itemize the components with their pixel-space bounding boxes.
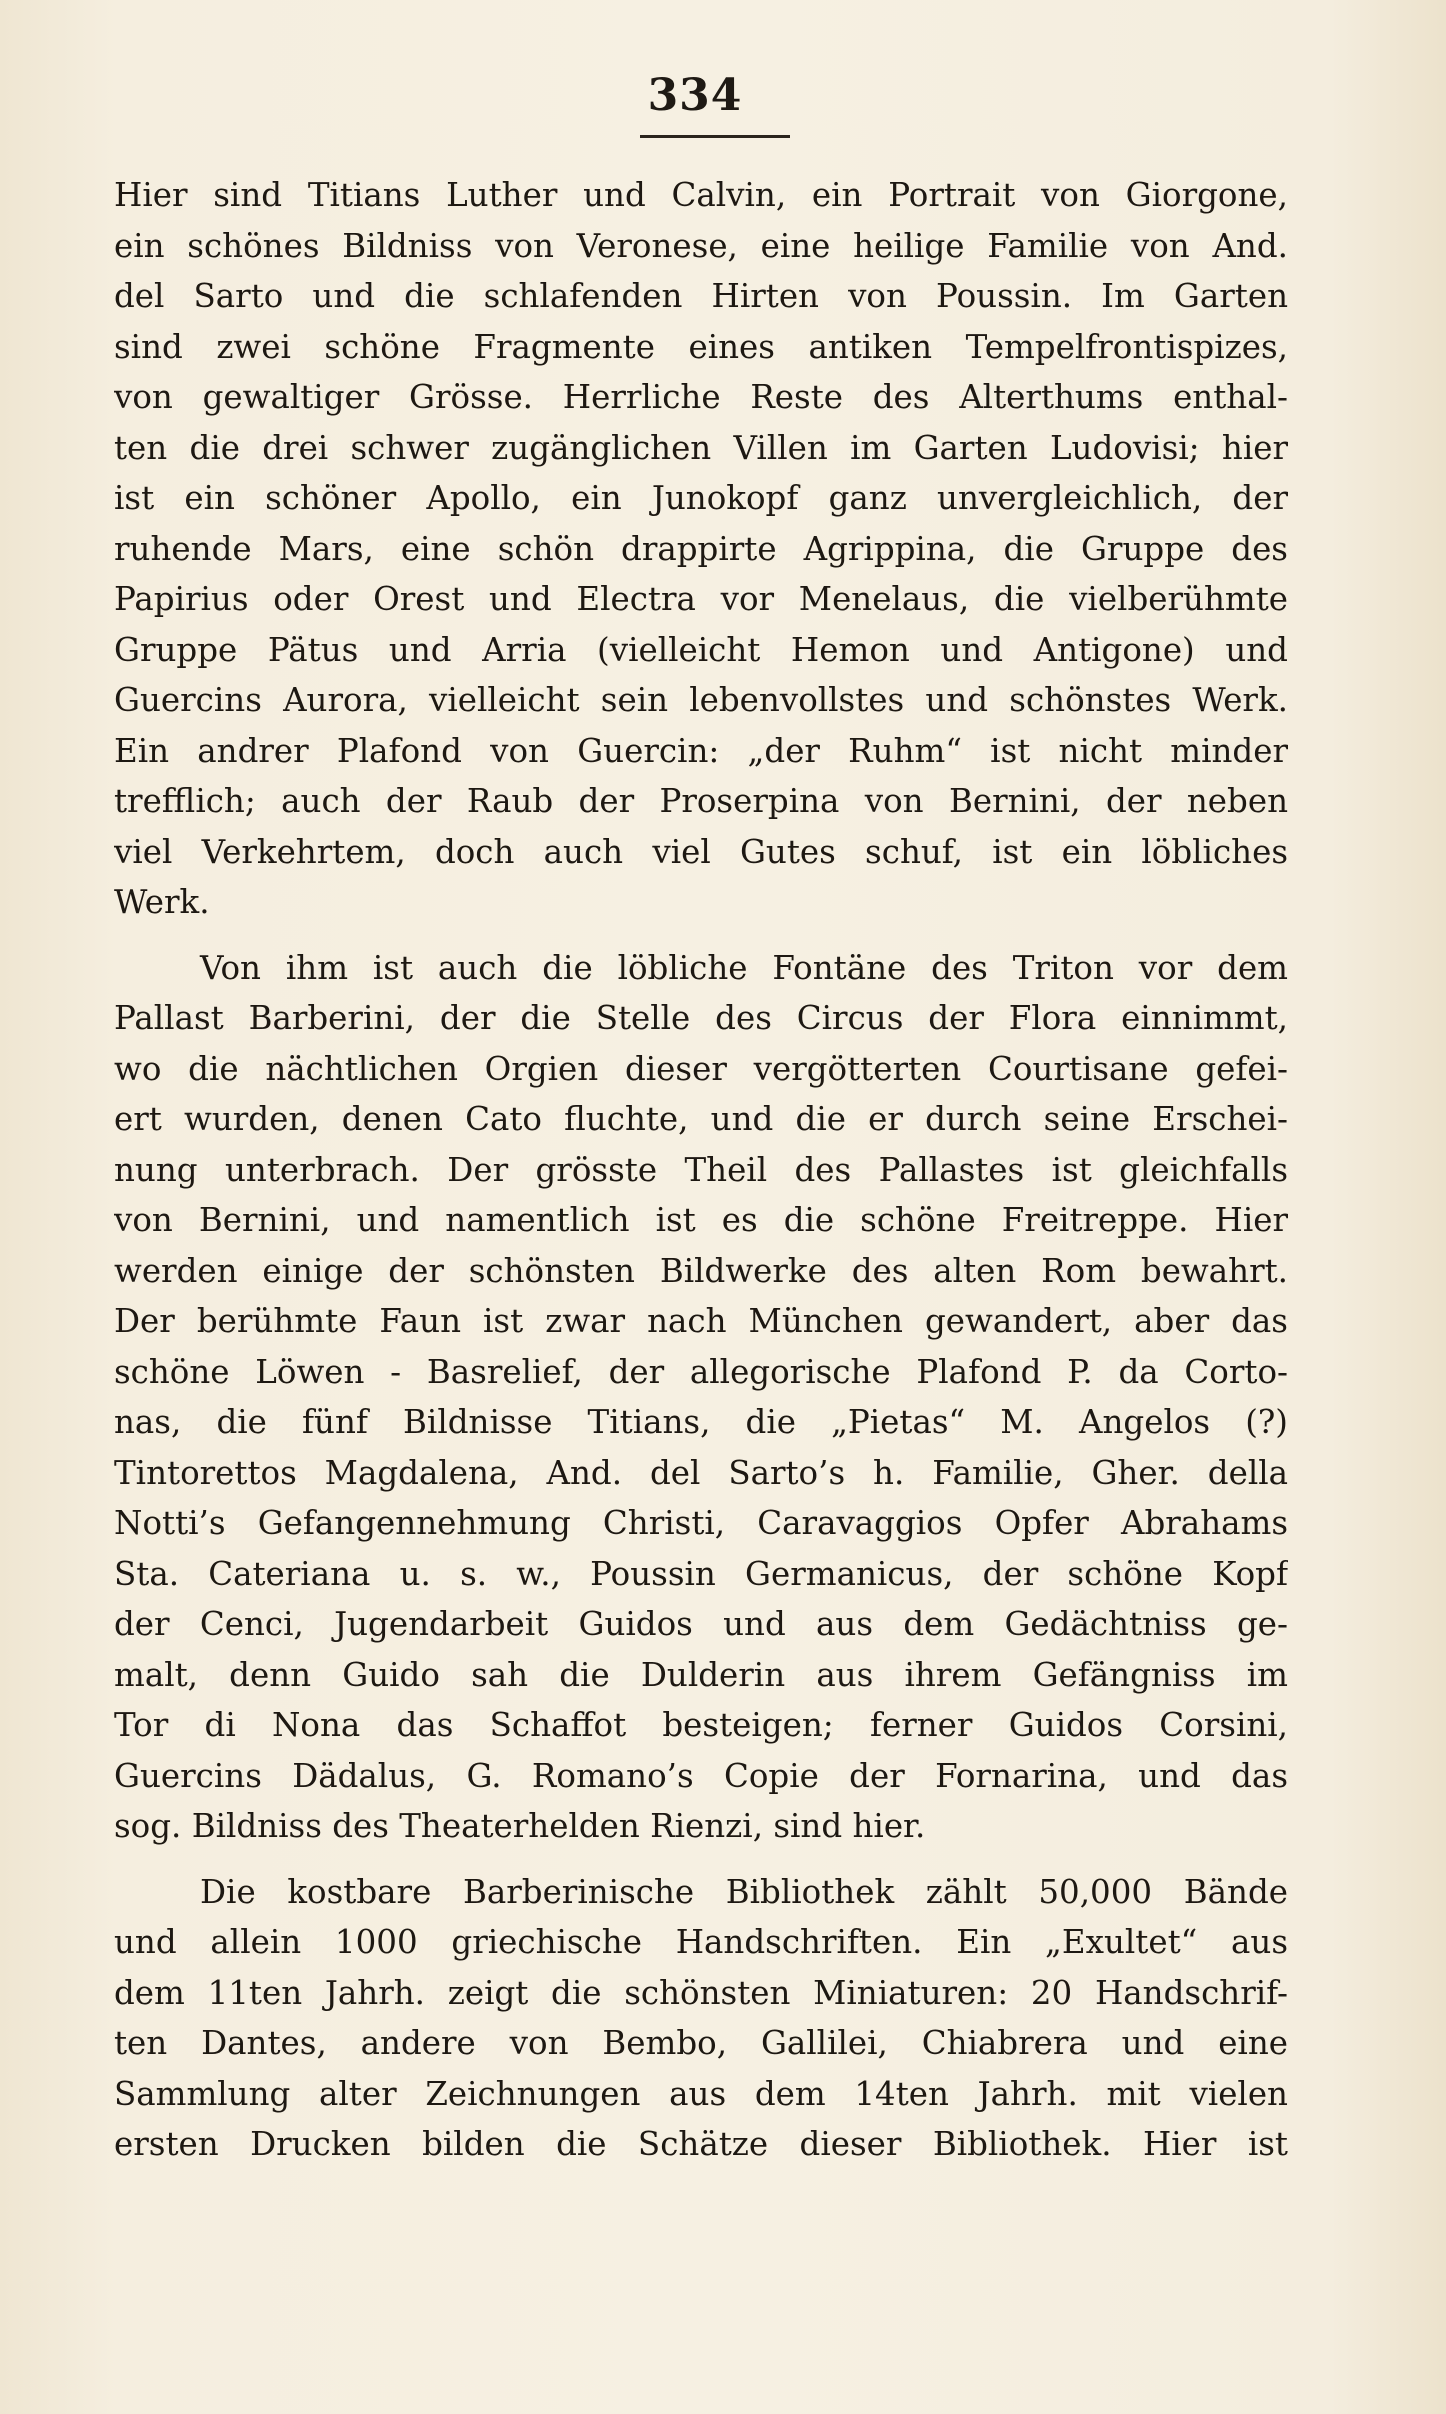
text-line: von gewaltiger Grösse. Herrliche Reste des Alterthums enthal- [114,378,1288,416]
header-rule [640,135,790,138]
text-line: ein schönes Bildniss von Veronese, eine heilige Familie von And. [114,226,1288,265]
text-line: Papirius oder Orest und Electra vor Menelaus, die vielberühmte [114,580,1288,618]
text-line: ten Dantes, andere von Bembo, Gallilei, Chiabrera und eine [114,2024,1288,2062]
page-number: 334 [647,70,743,121]
text-line: Sta. Cateriana u. s. w., Poussin Germanicus, der schöne Kopf [114,1554,1288,1593]
text-line: Tintorettos Magdalena, And. del Sarto’s h. Familie, Gher. della [114,1453,1288,1492]
text-line: Hier sind Titians Luther und Calvin, ein Portrait von Giorgone, [114,176,1288,214]
text-line: sind zwei schöne Fragmente eines antiken Tempelfrontispizes, [114,327,1288,366]
text-line: ersten Drucken bilden die Schätze dieser Bibliothek. Hier ist [114,2125,1288,2163]
paragraph-1 [114,170,1288,928]
text-line: Ein andrer Plafond von Guercin: „der Ruhm“ ist nicht minder [114,731,1288,770]
text-line: Tor di Nona das Schaffot besteigen; ferner Guidos Corsini, [114,1706,1288,1744]
paragraph-2 [114,943,1288,1852]
text-line: Guercins Aurora, vielleicht sein lebenvollstes und schönstes Werk. [114,681,1288,719]
text-line: Die kostbare Barberinische Bibliothek zählt 50,000 Bände [200,1872,1288,1911]
paragraph-3 [114,1867,1288,2170]
text-line: ist ein schöner Apollo, ein Junokopf ganz unvergleichlich, der [114,479,1288,517]
text-line: nas, die fünf Bildnisse Titians, die „Pietas“ M. Angelos (?) [114,1403,1288,1441]
text-line: dem 11ten Jahrh. zeigt die schönsten Miniaturen: 20 Handschrif- [114,1973,1288,2012]
text-line: ert wurden, denen Cato fluchte, und die er durch seine Erschei- [114,1100,1288,1138]
text-line: Von ihm ist auch die löbliche Fontäne des Triton vor dem [200,948,1288,987]
text-line: Gruppe Pätus und Arria (vielleicht Hemon und Antigone) und [114,630,1288,669]
text-line: Sammlung alter Zeichnungen aus dem 14ten Jahrh. mit vielen [114,2074,1288,2113]
text-line: werden einige der schönsten Bildwerke des alten Rom bewahrt. [114,1251,1288,1290]
text-line: und allein 1000 griechische Handschriften. Ein „Exultet“ aus [114,1923,1288,1961]
text-line: von Bernini, und namentlich ist es die schöne Freitreppe. Hier [114,1201,1288,1239]
text-line: Guercins Dädalus, G. Romano’s Copie der Fornarina, und das [114,1756,1288,1795]
text-line: Pallast Barberini, der die Stelle des Circus der Flora einnimmt, [114,999,1288,1037]
body-text [114,170,1288,2170]
text-line: malt, denn Guido sah die Dulderin aus ihrem Gefängniss im [114,1655,1288,1694]
text-line: der Cenci, Jugendarbeit Guidos und aus dem Gedächtniss ge- [114,1605,1288,1643]
text-line: del Sarto und die schlafenden Hirten von Poussin. Im Garten [114,277,1288,315]
text-line: nung unterbrach. Der grösste Theil des Pallastes ist gleichfalls [114,1150,1288,1189]
text-line: Werk. [114,883,210,921]
text-line: sog. Bildniss des Theaterhelden Rienzi, sind hier. [114,1807,926,1845]
text-line: ten die drei schwer zugänglichen Villen im Garten Ludovisi; hier [114,428,1288,467]
text-line: schöne Löwen - Basrelief, der allegorische Plafond P. da Corto- [114,1352,1288,1391]
text-line: Der berühmte Faun ist zwar nach München gewandert, aber das [114,1302,1288,1340]
text-line: trefflich; auch der Raub der Proserpina von Bernini, der neben [114,782,1288,820]
text-line: Notti’s Gefangennehmung Christi, Caravaggios Opfer Abrahams [114,1504,1288,1542]
text-line: ruhende Mars, eine schön drappirte Agrippina, die Gruppe des [114,529,1288,568]
text-line: viel Verkehrtem, doch auch viel Gutes schuf, ist ein löbliches [114,832,1288,871]
text-line: wo die nächtlichen Orgien dieser vergötterten Courtisane gefei- [114,1049,1288,1088]
